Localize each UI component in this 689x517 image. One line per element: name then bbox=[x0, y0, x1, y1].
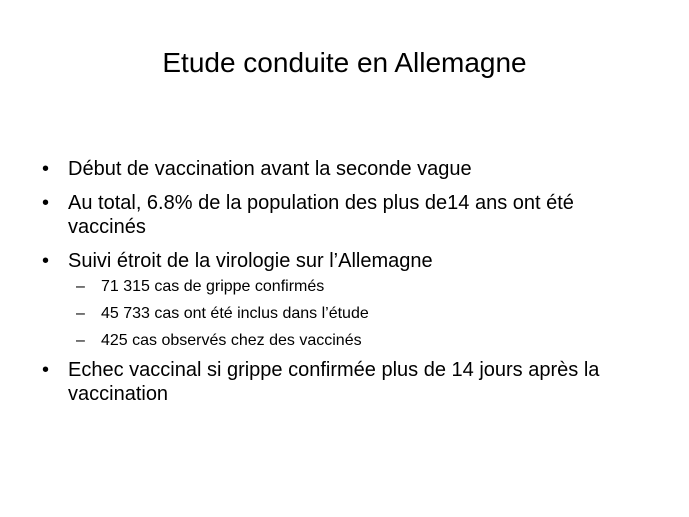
sub-bullet-text: 425 cas observés chez des vaccinés bbox=[101, 332, 362, 349]
sub-bullet-text: 45 733 cas ont été inclus dans l’étude bbox=[101, 305, 369, 322]
bullet-list bbox=[0, 157, 689, 416]
bullet-marker: • bbox=[42, 250, 50, 272]
bullet-marker: • bbox=[42, 359, 50, 381]
sub-bullet-list bbox=[0, 277, 689, 351]
bullet-marker: • bbox=[42, 158, 50, 180]
bullet-text: Au total, 6.8% de la population des plus de14 ans ont été vaccinés bbox=[68, 192, 574, 238]
sub-bullet-marker: – bbox=[76, 305, 85, 322]
bullet-marker: • bbox=[42, 192, 50, 214]
bullet-item bbox=[0, 191, 628, 239]
sub-bullet-text: 71 315 cas de grippe confirmés bbox=[101, 278, 325, 295]
sub-bullet-item bbox=[0, 277, 689, 297]
sub-bullet-item bbox=[0, 331, 689, 351]
bullet-text: Echec vaccinal si grippe confirmée plus de 14 jours après la vaccination bbox=[68, 359, 600, 405]
slide-title: Etude conduite en Allemagne bbox=[162, 47, 527, 78]
bullet-item bbox=[0, 157, 628, 181]
bullet-item-with-subitems bbox=[0, 249, 689, 351]
sub-bullet-marker: – bbox=[76, 278, 85, 295]
bullet-text: Début de vaccination avant la seconde vague bbox=[68, 158, 472, 180]
bullet-text: Suivi étroit de la virologie sur l’Allemagne bbox=[68, 250, 433, 272]
sub-bullet-marker: – bbox=[76, 332, 85, 349]
sub-bullet-item bbox=[0, 304, 689, 324]
bullet-item bbox=[0, 249, 628, 273]
bullet-item bbox=[0, 358, 628, 406]
